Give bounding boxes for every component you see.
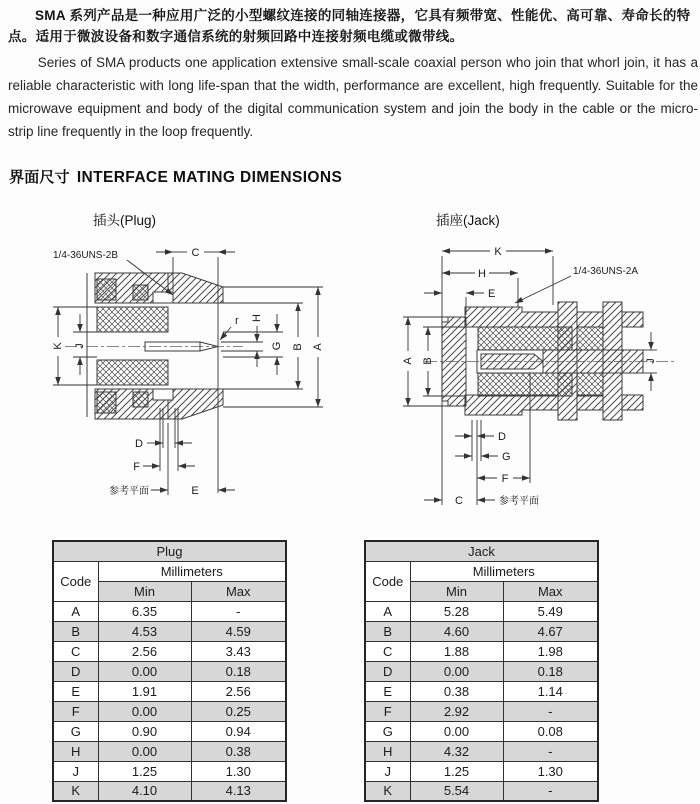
jack-body-section	[425, 302, 675, 420]
min-cell: 0.00	[98, 741, 191, 761]
code-cell: B	[53, 621, 98, 641]
jack-dim-label-g: G	[502, 451, 511, 463]
table-row	[53, 641, 286, 661]
plug-table-code-header: Code	[53, 561, 98, 601]
plug-dim-label-d: D	[135, 438, 143, 450]
plug-dim-label-c: C	[191, 247, 200, 259]
min-cell: 0.00	[410, 721, 503, 741]
table-row	[53, 661, 286, 681]
table-row	[53, 681, 286, 701]
table-row	[53, 621, 286, 641]
jack-table-max-header: Max	[503, 581, 598, 601]
jack-body-top	[465, 307, 558, 327]
plug-thread-relief-bottom	[153, 389, 173, 400]
jack-mid-band-bottom	[577, 395, 603, 410]
max-cell: 0.18	[503, 661, 598, 681]
min-cell: 6.35	[98, 601, 191, 621]
jack-ref-plane-label: 参考平面	[499, 496, 539, 507]
max-cell: -	[503, 781, 598, 801]
plug-gasket-bottom	[133, 392, 148, 407]
max-cell: -	[503, 741, 598, 761]
code-cell: F	[53, 701, 98, 721]
plug-table-title: Plug	[53, 541, 286, 561]
max-cell: 0.18	[191, 661, 286, 681]
code-cell: G	[53, 721, 98, 741]
section-heading	[9, 166, 342, 187]
code-cell: E	[365, 681, 410, 701]
intro-paragraph-cn: SMA 系列产品是一种应用广泛的小型螺纹连接的同轴连接器，它具有频带宽、性能优、高可靠、寿命长的特点。适用于微波设备和数字通信系统的射频回路中连接射频电缆或微带线。	[8, 8, 691, 44]
plug-flange-bottom	[168, 389, 223, 419]
jack-dim-label-c: C	[455, 495, 463, 507]
plug-dim-label-j: J	[74, 343, 86, 349]
min-cell: 0.00	[410, 661, 503, 681]
jack-dim-label-d: D	[498, 431, 506, 443]
max-cell: 0.08	[503, 721, 598, 741]
code-cell: J	[53, 761, 98, 781]
table-row	[53, 781, 286, 801]
plug-radius-label: r	[235, 315, 239, 327]
table-row	[53, 761, 286, 781]
table-row	[365, 621, 598, 641]
jack-thread-spec-label: 1/4-36UNS-2A	[573, 266, 639, 277]
min-cell: 5.28	[410, 601, 503, 621]
plug-table-min-header: Min	[98, 581, 191, 601]
min-cell: 0.00	[98, 701, 191, 721]
jack-table-title: Jack	[365, 541, 598, 561]
min-cell: 0.00	[98, 661, 191, 681]
jack-mid-band-top	[577, 312, 603, 327]
min-cell: 0.38	[410, 681, 503, 701]
jack-table-unit-header: Millimeters	[410, 561, 598, 581]
table-row	[365, 681, 598, 701]
max-cell: 2.56	[191, 681, 286, 701]
max-cell: -	[191, 601, 286, 621]
plug-thread-spec-label: 1/4-36UNS-2B	[53, 250, 119, 261]
jack-dielectric-top	[478, 327, 572, 350]
max-cell: 0.94	[191, 721, 286, 741]
table-row	[53, 741, 286, 761]
jack-dim-label-a: A	[402, 357, 414, 365]
plug-dielectric-bottom	[97, 360, 168, 385]
section-heading-en: INTERFACE MATING DIMENSIONS	[76, 169, 343, 186]
jack-dielectric-mid-top	[577, 327, 603, 350]
code-cell: G	[365, 721, 410, 741]
max-cell: -	[503, 701, 598, 721]
table-row	[53, 701, 286, 721]
min-cell: 4.60	[410, 621, 503, 641]
max-cell: 5.49	[503, 601, 598, 621]
table-row	[365, 701, 598, 721]
plug-dim-label-b: B	[292, 343, 304, 351]
code-cell: C	[53, 641, 98, 661]
code-cell: B	[365, 621, 410, 641]
plug-knurl-top	[97, 279, 116, 300]
code-cell: A	[53, 601, 98, 621]
plug-gasket-top	[133, 285, 148, 300]
table-row	[365, 781, 598, 801]
jack-body-bottom	[465, 395, 558, 415]
min-cell: 1.25	[98, 761, 191, 781]
min-cell: 2.56	[98, 641, 191, 661]
jack-dim-label-k: K	[494, 246, 502, 258]
plug-flange-top	[168, 273, 223, 303]
jack-dielectric-bottom	[478, 373, 572, 396]
jack-table-min-header: Min	[410, 581, 503, 601]
jack-dim-label-f: F	[501, 473, 509, 485]
plug-diagram	[25, 225, 355, 525]
jack-dim-label-e: E	[488, 288, 496, 300]
code-cell: D	[365, 661, 410, 681]
code-cell: F	[365, 701, 410, 721]
plug-dim-label-f: F	[133, 461, 140, 473]
code-cell: K	[365, 781, 410, 801]
code-cell: H	[53, 741, 98, 761]
max-cell: 0.38	[191, 741, 286, 761]
code-cell: K	[53, 781, 98, 801]
plug-table-unit-header: Millimeters	[98, 561, 286, 581]
jack-tail-top	[622, 312, 643, 327]
code-cell: J	[365, 761, 410, 781]
plug-dielectric-top	[97, 307, 168, 332]
table-row	[365, 721, 598, 741]
plug-diagram-title: 插头(Plug)	[93, 213, 157, 228]
jack-table-code-header: Code	[365, 561, 410, 601]
max-cell: 1.98	[503, 641, 598, 661]
section-heading-cn: 界面尺寸	[9, 169, 70, 186]
min-cell: 1.91	[98, 681, 191, 701]
code-cell: E	[53, 681, 98, 701]
jack-diagram-title: 插座(Jack)	[436, 213, 500, 228]
max-cell: 1.14	[503, 681, 598, 701]
plug-dim-label-k: K	[52, 342, 64, 350]
plug-body-section	[65, 273, 243, 419]
plug-dimensions-table	[52, 540, 287, 802]
max-cell: 4.67	[503, 621, 598, 641]
table-row	[365, 761, 598, 781]
jack-dim-label-j: J	[645, 358, 657, 364]
min-cell: 5.54	[410, 781, 503, 801]
min-cell: 4.32	[410, 741, 503, 761]
jack-diagram	[385, 225, 700, 525]
table-row	[365, 661, 598, 681]
min-cell: 1.25	[410, 761, 503, 781]
min-cell: 4.53	[98, 621, 191, 641]
code-cell: D	[53, 661, 98, 681]
min-cell: 0.90	[98, 721, 191, 741]
max-cell: 1.30	[503, 761, 598, 781]
table-row	[365, 601, 598, 621]
plug-dim-label-g: G	[271, 341, 283, 351]
table-row	[53, 721, 286, 741]
plug-knurl-bottom	[97, 392, 116, 413]
plug-dim-label-a: A	[312, 343, 324, 351]
table-row	[365, 741, 598, 761]
min-cell: 2.92	[410, 701, 503, 721]
table-row	[365, 641, 598, 661]
code-cell: C	[365, 641, 410, 661]
min-cell: 1.88	[410, 641, 503, 661]
jack-dielectric-mid-bottom	[577, 373, 603, 396]
max-cell: 4.13	[191, 781, 286, 801]
max-cell: 4.59	[191, 621, 286, 641]
min-cell: 4.10	[98, 781, 191, 801]
max-cell: 1.30	[191, 761, 286, 781]
max-cell: 3.43	[191, 641, 286, 661]
jack-dim-label-h: H	[478, 268, 486, 280]
jack-dimensions-table	[364, 540, 599, 802]
intro-paragraph-en: Series of SMA products one application extensive small-scale coaxial person who join that whorl join, it has a reliable characteristic with long life-span that the width, performance are excellent, high frequently. Suitable for the microwave equipment and body of the digital communication system and join the body in the cable or the micro-strip line frequently in the loop frequently.	[8, 55, 698, 139]
plug-table-max-header: Max	[191, 581, 286, 601]
code-cell: H	[365, 741, 410, 761]
plug-ref-plane-label: 参考平面	[109, 486, 149, 497]
table-row	[53, 601, 286, 621]
max-cell: 0.25	[191, 701, 286, 721]
plug-thread-relief-top	[153, 292, 173, 303]
plug-dim-label-e: E	[191, 485, 199, 497]
jack-tail-bottom	[622, 395, 643, 410]
code-cell: A	[365, 601, 410, 621]
jack-dim-label-b: B	[422, 357, 434, 365]
plug-dim-label-h: H	[251, 314, 263, 322]
